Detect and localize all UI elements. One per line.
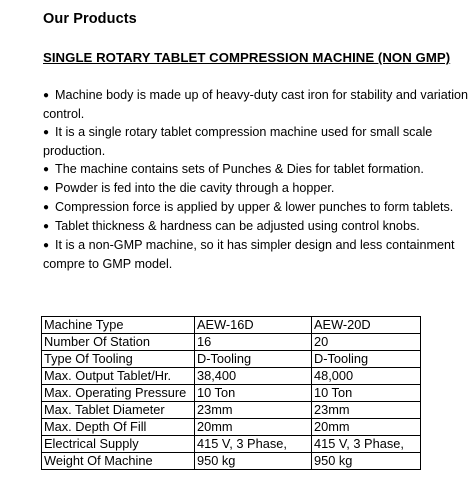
table-cell: Type Of Tooling <box>42 351 195 368</box>
bullet-icon: ● <box>43 240 50 251</box>
table-row <box>42 453 421 470</box>
table-cell: 16 <box>195 334 312 351</box>
feature-text: It is a non-GMP machine, so it has simpler design and less containment compre to GMP model. <box>43 238 455 271</box>
table-cell: Max. Operating Pressure <box>42 385 195 402</box>
feature-item <box>43 86 471 123</box>
feature-list <box>43 86 471 273</box>
table-row <box>42 334 421 351</box>
feature-item <box>43 179 471 198</box>
feature-text: Compression force is applied by upper & lower punches to form tablets. <box>55 200 454 214</box>
table-cell: Number Of Station <box>42 334 195 351</box>
bullet-icon: ● <box>43 202 50 213</box>
table-cell: 23mm <box>195 402 312 419</box>
table-cell: Max. Depth Of Fill <box>42 419 195 436</box>
table-row <box>42 402 421 419</box>
table-cell: 950 kg <box>195 453 312 470</box>
spec-table <box>41 316 421 470</box>
table-cell: Max. Output Tablet/Hr. <box>42 368 195 385</box>
section-heading: Our Products <box>43 11 137 27</box>
table-cell: Max. Tablet Diameter <box>42 402 195 419</box>
table-cell: 415 V, 3 Phase, <box>312 436 421 453</box>
header-cell: AEW-16D <box>195 317 312 334</box>
header-cell: AEW-20D <box>312 317 421 334</box>
table-row <box>42 368 421 385</box>
feature-item <box>43 123 471 160</box>
table-cell: Weight Of Machine <box>42 453 195 470</box>
feature-text: Tablet thickness & hardness can be adjusted using control knobs. <box>55 219 420 233</box>
table-cell: D-Tooling <box>312 351 421 368</box>
bullet-icon: ● <box>43 183 50 194</box>
feature-text: The machine contains sets of Punches & Dies for tablet formation. <box>55 162 424 176</box>
table-cell: 415 V, 3 Phase, <box>195 436 312 453</box>
table-row <box>42 385 421 402</box>
bullet-icon: ● <box>43 164 50 175</box>
feature-item <box>43 198 471 217</box>
feature-text: Powder is fed into the die cavity through a hopper. <box>55 181 335 195</box>
table-cell: Electrical Supply <box>42 436 195 453</box>
table-row <box>42 351 421 368</box>
table-cell: 20 <box>312 334 421 351</box>
bullet-icon: ● <box>43 90 50 101</box>
table-cell: 23mm <box>312 402 421 419</box>
header-cell: Machine Type <box>42 317 195 334</box>
bullet-icon: ● <box>43 127 50 138</box>
bullet-icon: ● <box>43 221 50 232</box>
feature-item <box>43 217 471 236</box>
table-row <box>42 419 421 436</box>
table-cell: D-Tooling <box>195 351 312 368</box>
table-cell: 10 Ton <box>312 385 421 402</box>
table-cell: 20mm <box>312 419 421 436</box>
table-cell: 48,000 <box>312 368 421 385</box>
feature-item <box>43 236 471 273</box>
feature-item <box>43 160 471 179</box>
feature-text: It is a single rotary tablet compression machine used for small scale production. <box>43 125 433 158</box>
table-row <box>42 436 421 453</box>
table-cell: 10 Ton <box>195 385 312 402</box>
table-cell: 950 kg <box>312 453 421 470</box>
table-cell: 38,400 <box>195 368 312 385</box>
table-cell: 20mm <box>195 419 312 436</box>
table-header-row <box>42 317 421 334</box>
product-title: SINGLE ROTARY TABLET COMPRESSION MACHINE (NON GMP) <box>43 50 451 65</box>
feature-text: Machine body is made up of heavy-duty cast iron for stability and variation control. <box>43 88 469 121</box>
